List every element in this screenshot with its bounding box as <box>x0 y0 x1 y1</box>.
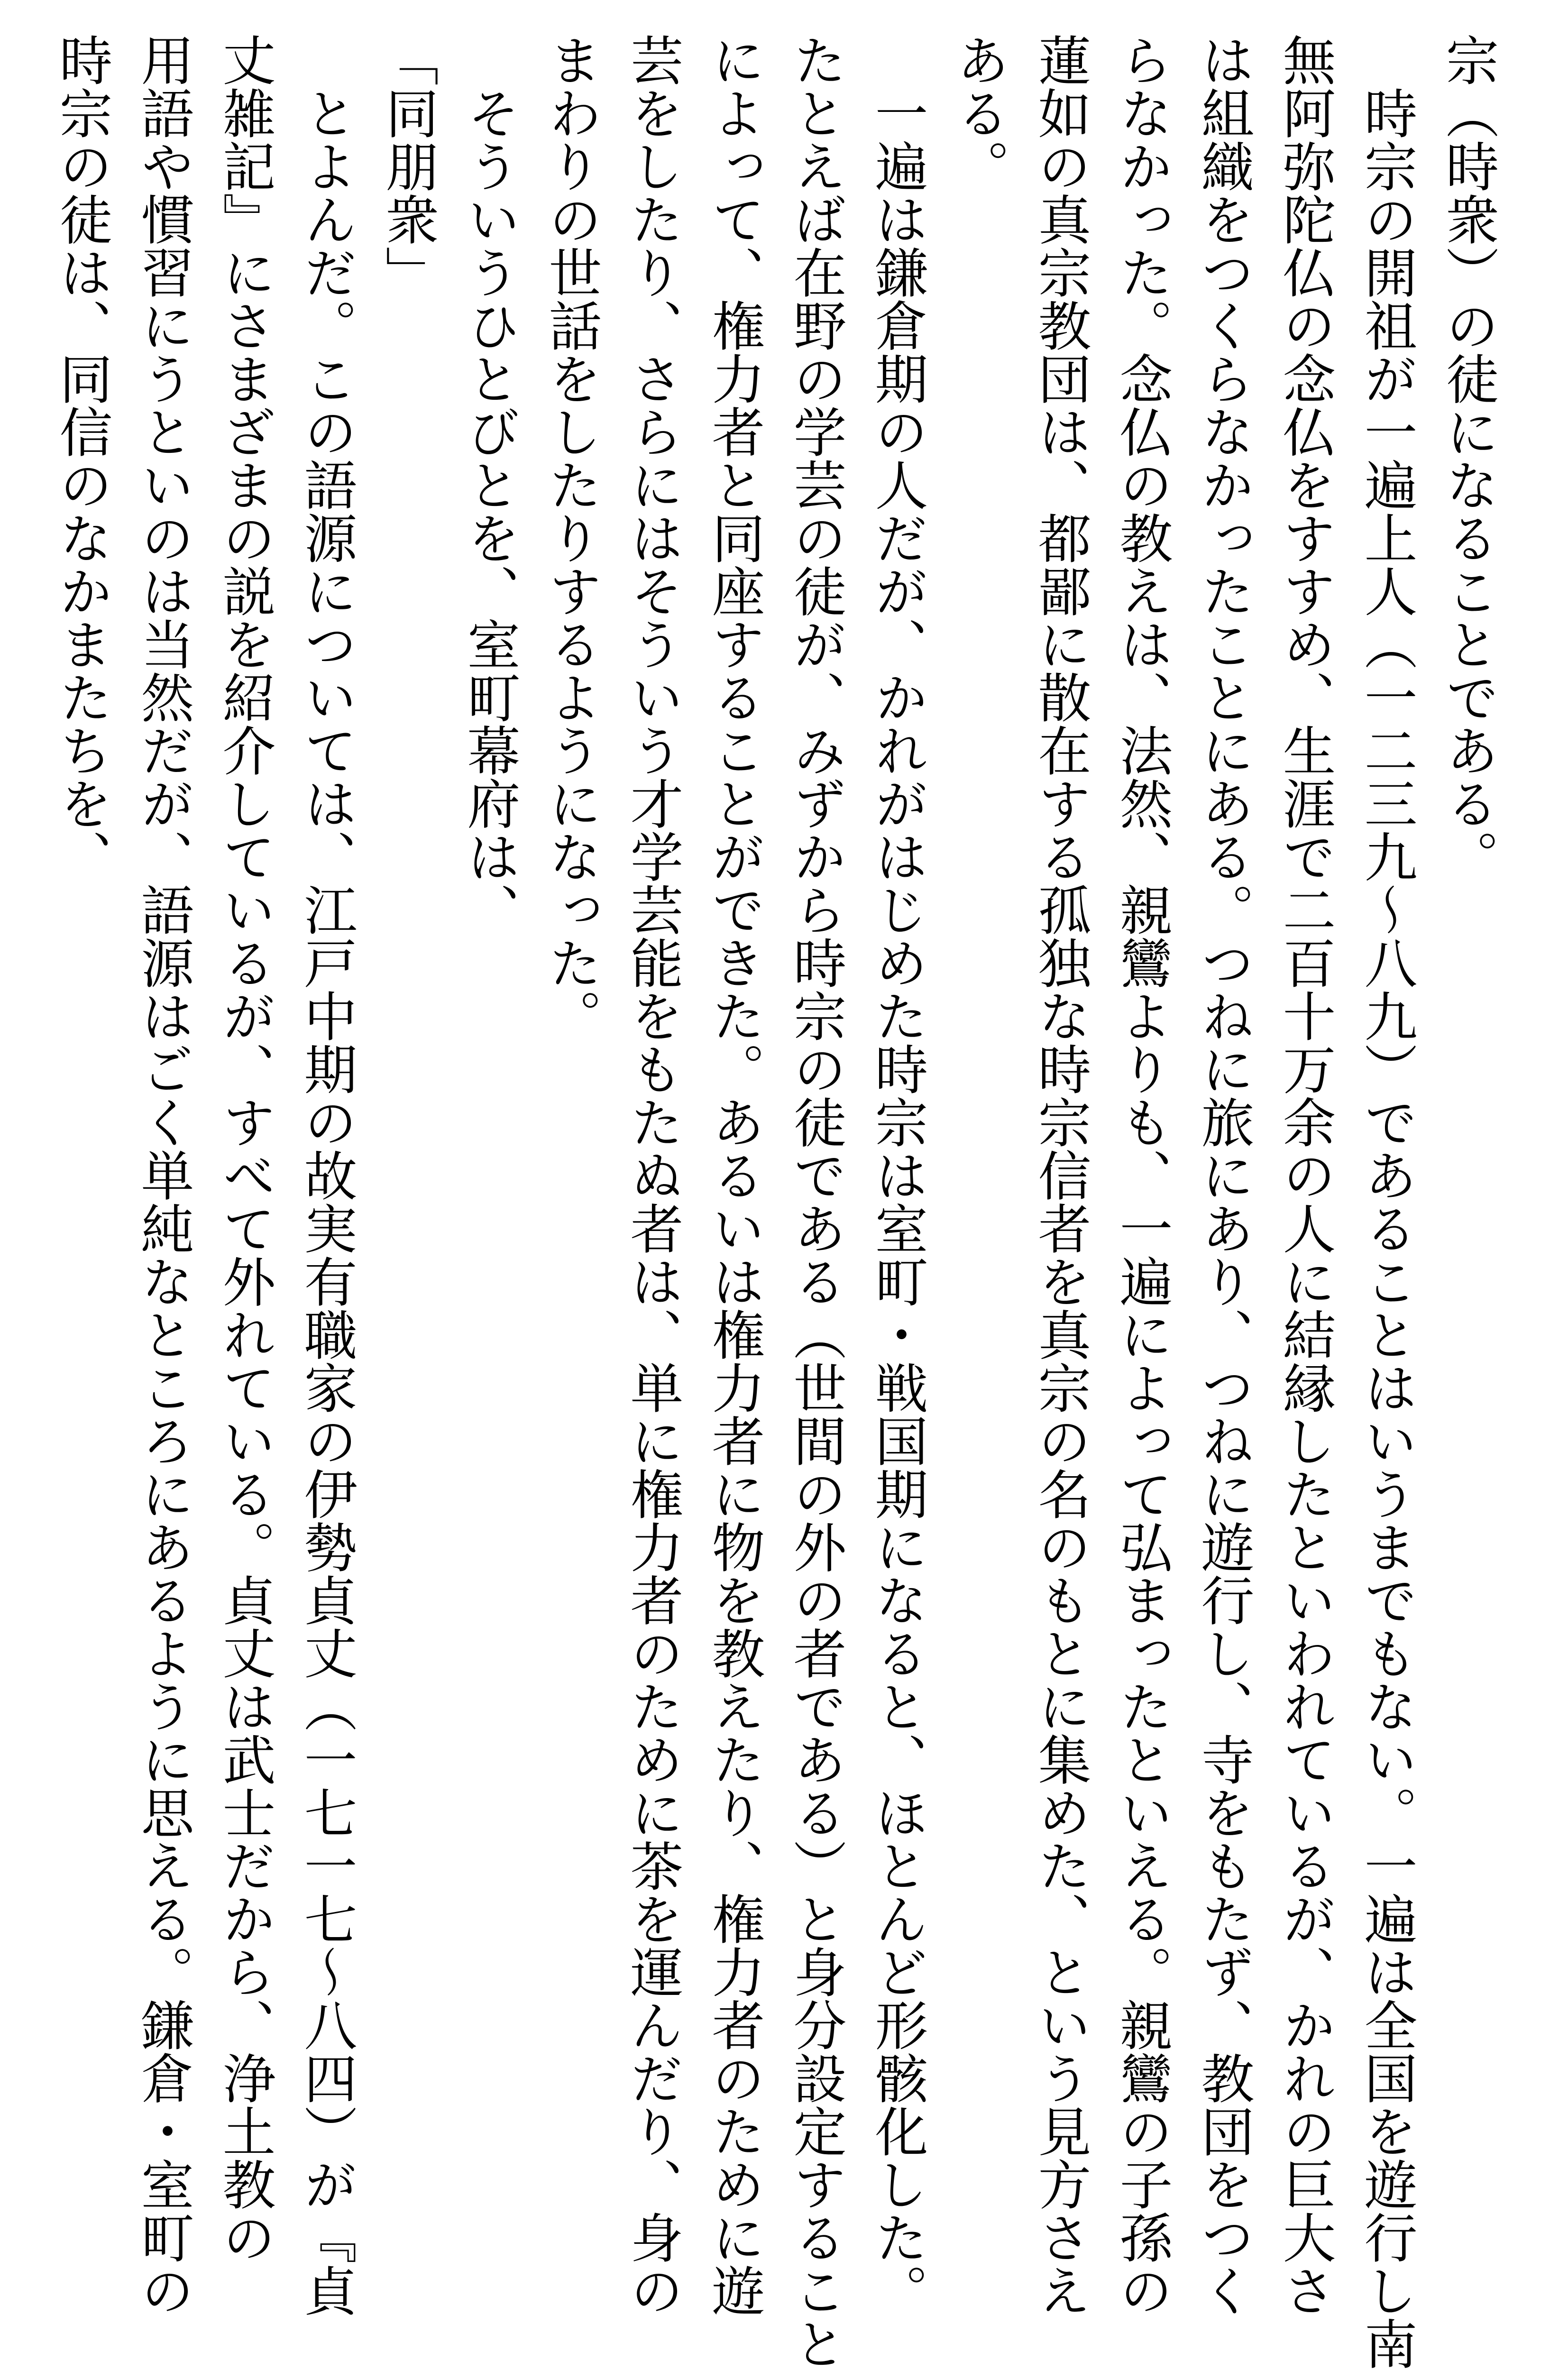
vertical-text-body <box>41 33 1509 2370</box>
text-line: 一遍は鎌倉期の人だが、かれがはじめた時宗は室町・戦国期になると、ほとんど形骸化した。 <box>866 86 928 2317</box>
text-line: まわりの世話をしたりするようになった。 <box>540 33 602 1042</box>
text-line: 時宗の徒は、同信のなかまたちを、 <box>51 33 112 883</box>
text-line: 「同朋衆」 <box>377 33 439 299</box>
text-line: 無阿弥陀仏の念仏をすすめ、生涯で二百十万余の人に結縁したといわれているが、かれの巨大さ <box>1274 33 1336 2317</box>
text-line: ある。 <box>948 33 1009 193</box>
text-line: 蓮如の真宗教団は、都鄙に散在する孤独な時宗信者を真宗の名のもとに集めた、という見方さえ <box>1029 33 1091 2317</box>
text-line: 丈雑記』にさまざまの説を紹介しているが、すべて外れている。貞丈は武士だから、浄土教の <box>214 33 275 2264</box>
text-line: そういうひとびとを、室町幕府は、 <box>458 86 520 936</box>
text-line: 芸をしたり、さらにはそういう才学芸能をもたぬ者は、単に権力者のために茶を運んだり、身の <box>622 33 683 2317</box>
text-line: たとえば在野の学芸の徒が、みずから時宗の徒である（世間の外の者である）と身分設定すること <box>785 33 846 2370</box>
text-line: は組織をつくらなかったことにある。つねに旅にあり、つねに遊行し、寺をもたず、教団をつく <box>1192 33 1254 2317</box>
text-line: 時宗の開祖が一遍上人（一二三九～八九）であることはいうまでもない。一遍は全国を遊行し南 <box>1356 86 1417 2370</box>
text-line: とよんだ。この語源については、江戸中期の故実有職家の伊勢貞丈（一七一七～八四）が『貞 <box>295 86 357 2317</box>
text-line: 用語や慣習にうといのは当然だが、語源はごく単純なところにあるように思える。鎌倉・室町の <box>132 33 194 2317</box>
text-line: らなかった。念仏の教えは、法然、親鸞よりも、一遍によって弘まったといえる。親鸞の子孫の <box>1111 33 1173 2317</box>
text-line: によって、権力者と同座することができた。あるいは権力者に物を教えたり、権力者のために遊 <box>703 33 765 2317</box>
text-line: 宗（時衆）の徒になることである。 <box>1437 33 1499 883</box>
